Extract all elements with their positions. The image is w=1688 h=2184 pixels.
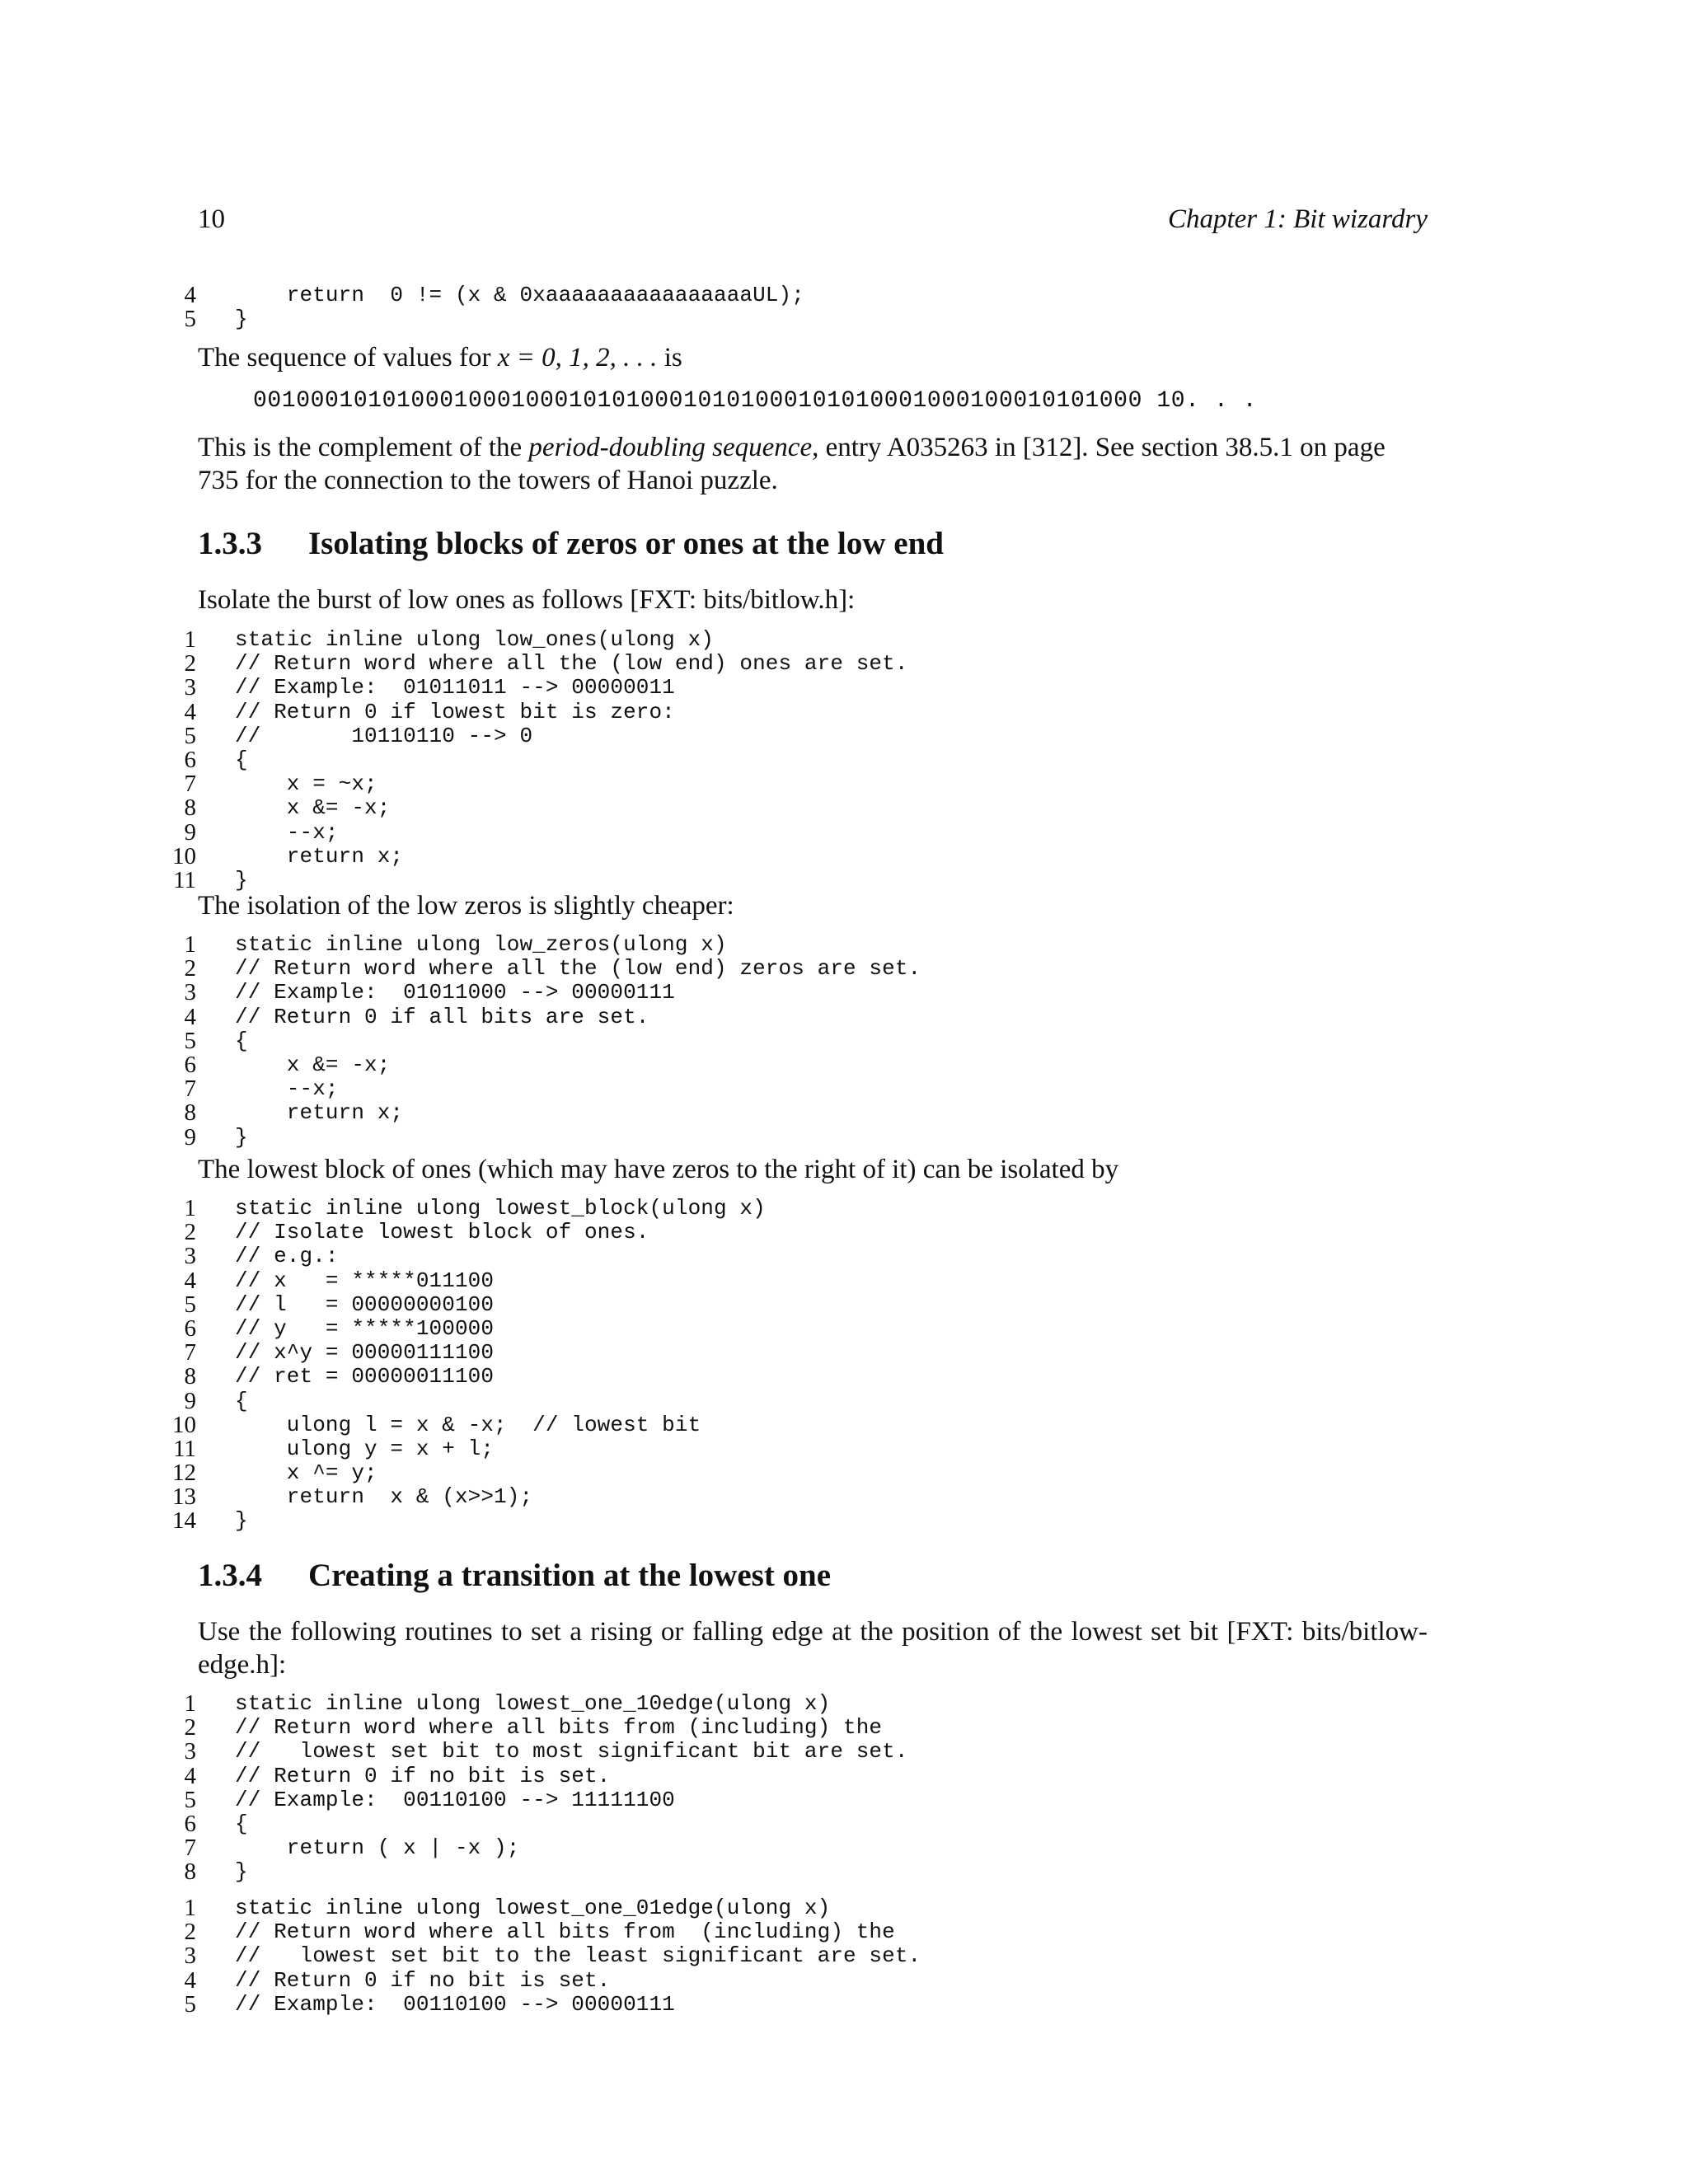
line-number: 7 <box>184 1339 196 1366</box>
code-text: ulong y = x + l; <box>235 1436 495 1461</box>
line-number: 8 <box>184 1858 196 1886</box>
line-number: 2 <box>184 650 196 677</box>
paragraph-period-doubling: This is the complement of the period-doubling sequence, entry A035263 in [312]. See section 38.5.1 on page 735 for the connection to the towers of Hanoi puzzle. <box>198 433 1386 495</box>
code-text: // Example: 01011000 --> 00000111 <box>235 980 675 1005</box>
code-text: } <box>235 1859 248 1885</box>
code-text: x &= -x; <box>235 1052 391 1077</box>
line-number: 2 <box>184 1919 196 1946</box>
line-number: 10 <box>172 842 196 869</box>
line-number: 6 <box>184 746 196 773</box>
line-number: 3 <box>184 1738 196 1765</box>
page-header <box>198 204 1428 237</box>
line-number: 6 <box>184 1315 196 1342</box>
line-number: 1 <box>184 1895 196 1921</box>
line-number: 5 <box>184 722 196 749</box>
code-text: // Return 0 if lowest bit is zero: <box>235 699 675 724</box>
code-text: --x; <box>235 819 339 845</box>
line-number: 2 <box>184 955 196 982</box>
code-text: // Return word where all bits from (including) the <box>235 1919 895 1945</box>
code-text: ulong l = x & -x; // lowest bit <box>235 1412 701 1437</box>
paragraph-lowest-block-intro: The lowest block of ones (which may have zeros to the right of it) can be isolated by <box>198 1155 1119 1184</box>
line-number: 12 <box>172 1460 196 1487</box>
code-text: // Example: 01011011 --> 00000011 <box>235 675 675 701</box>
code-text: // Return word where all the (low end) ones are set. <box>235 651 908 677</box>
code-text: // Return word where all bits from (including) the <box>235 1715 883 1741</box>
section-title: Creating a transition at the lowest one <box>308 1558 832 1593</box>
line-number: 5 <box>184 306 196 333</box>
code-text: } <box>235 867 248 893</box>
code-text: // Example: 00110100 --> 11111100 <box>235 1787 675 1812</box>
line-number: 6 <box>184 1810 196 1837</box>
line-number: 1 <box>184 626 196 653</box>
sequence-values: 00100010101000100010001010100010101000101010001000100010101000 10. . . <box>253 388 1258 414</box>
code-text: // x^y = 00000111100 <box>235 1340 495 1366</box>
code-text: // Return 0 if all bits are set. <box>235 1004 649 1029</box>
code-text: // Isolate lowest block of ones. <box>235 1220 649 1245</box>
code-text: // y = *****100000 <box>235 1315 495 1341</box>
code-text: x &= -x; <box>235 795 391 821</box>
line-number: 5 <box>184 1291 196 1318</box>
line-number: 4 <box>184 1966 196 1994</box>
math-expression: x = 0, 1, 2, . . . <box>497 343 658 373</box>
line-number: 8 <box>184 1363 196 1390</box>
code-text: } <box>235 1508 248 1534</box>
section-heading-1-3-4 <box>198 1557 831 1594</box>
code-text: // 10110110 --> 0 <box>235 723 533 748</box>
section-heading-1-3-3 <box>198 525 944 562</box>
code-text: return ( x | -x ); <box>235 1835 520 1861</box>
code-text: { <box>235 1028 248 1053</box>
code-text: x ^= y; <box>235 1460 377 1486</box>
code-text: // lowest set bit to most significant bit are set. <box>235 1739 908 1765</box>
line-number: 7 <box>184 1076 196 1103</box>
line-number: 9 <box>184 1387 196 1414</box>
code-text: return x; <box>235 843 404 869</box>
paragraph-edge-intro: Use the following routines to set a rising or falling edge at the position of the lowest set bit [FXT: bits/bitlow-edge.h]: <box>198 1617 1428 1680</box>
line-number: 10 <box>172 1411 196 1438</box>
line-number: 7 <box>184 771 196 798</box>
code-text: // lowest set bit to the least significant are set. <box>235 1943 921 1969</box>
line-number: 9 <box>184 1123 196 1151</box>
code-text: return x & (x>>1); <box>235 1484 533 1510</box>
line-number: 3 <box>184 1943 196 1970</box>
code-text: } <box>235 307 248 332</box>
line-number: 1 <box>184 931 196 958</box>
code-text: } <box>235 1124 248 1150</box>
line-number: 14 <box>172 1507 196 1535</box>
code-text: // Return word where all the (low end) zeros are set. <box>235 956 921 982</box>
line-number: 1 <box>184 1690 196 1717</box>
line-number: 2 <box>184 1714 196 1741</box>
line-number: 5 <box>184 1990 196 2018</box>
code-text: // Example: 00110100 --> 00000111 <box>235 1991 675 2017</box>
code-text: static inline ulong low_zeros(ulong x) <box>235 932 727 957</box>
line-number: 11 <box>173 1435 196 1462</box>
line-number: 13 <box>172 1483 196 1511</box>
code-text: static inline ulong lowest_one_01edge(ulong x) <box>235 1896 831 1920</box>
paragraph-low-zeros-intro: The isolation of the low zeros is slightly cheaper: <box>198 891 734 921</box>
line-number: 8 <box>184 1099 196 1127</box>
section-number: 1.3.3 <box>198 526 262 561</box>
code-text: return x; <box>235 1100 404 1126</box>
line-number: 7 <box>184 1835 196 1862</box>
code-text: // x = *****011100 <box>235 1268 495 1293</box>
code-text: // ret = 00000011100 <box>235 1364 495 1390</box>
line-number: 4 <box>184 282 196 308</box>
line-number: 6 <box>184 1051 196 1078</box>
line-number: 3 <box>184 1243 196 1270</box>
code-text: // l = 00000000100 <box>235 1291 495 1317</box>
line-number: 3 <box>184 674 196 701</box>
code-text: --x; <box>235 1076 339 1102</box>
line-number: 1 <box>184 1195 196 1221</box>
code-text: static inline ulong lowest_one_10edge(ulong x) <box>235 1691 831 1716</box>
line-number: 11 <box>173 866 196 893</box>
line-number: 9 <box>184 818 196 846</box>
line-number: 8 <box>184 794 196 822</box>
code-text: // Return 0 if no bit is set. <box>235 1967 611 1993</box>
term-italic: period-doubling sequence <box>528 433 813 462</box>
code-text: x = ~x; <box>235 771 377 797</box>
page-number: 10 <box>198 204 225 234</box>
line-number: 2 <box>184 1219 196 1246</box>
code-text: static inline ulong low_ones(ulong x) <box>235 627 714 652</box>
code-text: return 0 != (x & 0xaaaaaaaaaaaaaaaaUL); <box>235 283 804 307</box>
section-title: Isolating blocks of zeros or ones at the low end <box>308 526 944 561</box>
line-number: 4 <box>184 1003 196 1030</box>
line-number: 3 <box>184 979 196 1006</box>
section-number: 1.3.4 <box>198 1558 262 1593</box>
line-number: 4 <box>184 1267 196 1294</box>
line-number: 4 <box>184 1762 196 1789</box>
chapter-title: Chapter 1: Bit wizardry <box>1167 204 1428 234</box>
line-number: 4 <box>184 698 196 725</box>
code-text: // e.g.: <box>235 1244 339 1269</box>
line-number: 5 <box>184 1786 196 1813</box>
code-text: { <box>235 1811 248 1836</box>
code-text: { <box>235 747 248 772</box>
code-text: { <box>235 1388 248 1413</box>
code-text: // Return 0 if no bit is set. <box>235 1763 611 1788</box>
line-number: 5 <box>184 1027 196 1054</box>
code-text: static inline ulong lowest_block(ulong x) <box>235 1196 766 1221</box>
paragraph-low-ones-intro: Isolate the burst of low ones as follows [FXT: bits/bitlow.h]: <box>198 585 856 615</box>
paragraph-sequence-intro: The sequence of values for x = 0, 1, 2, . . . is <box>198 343 682 373</box>
